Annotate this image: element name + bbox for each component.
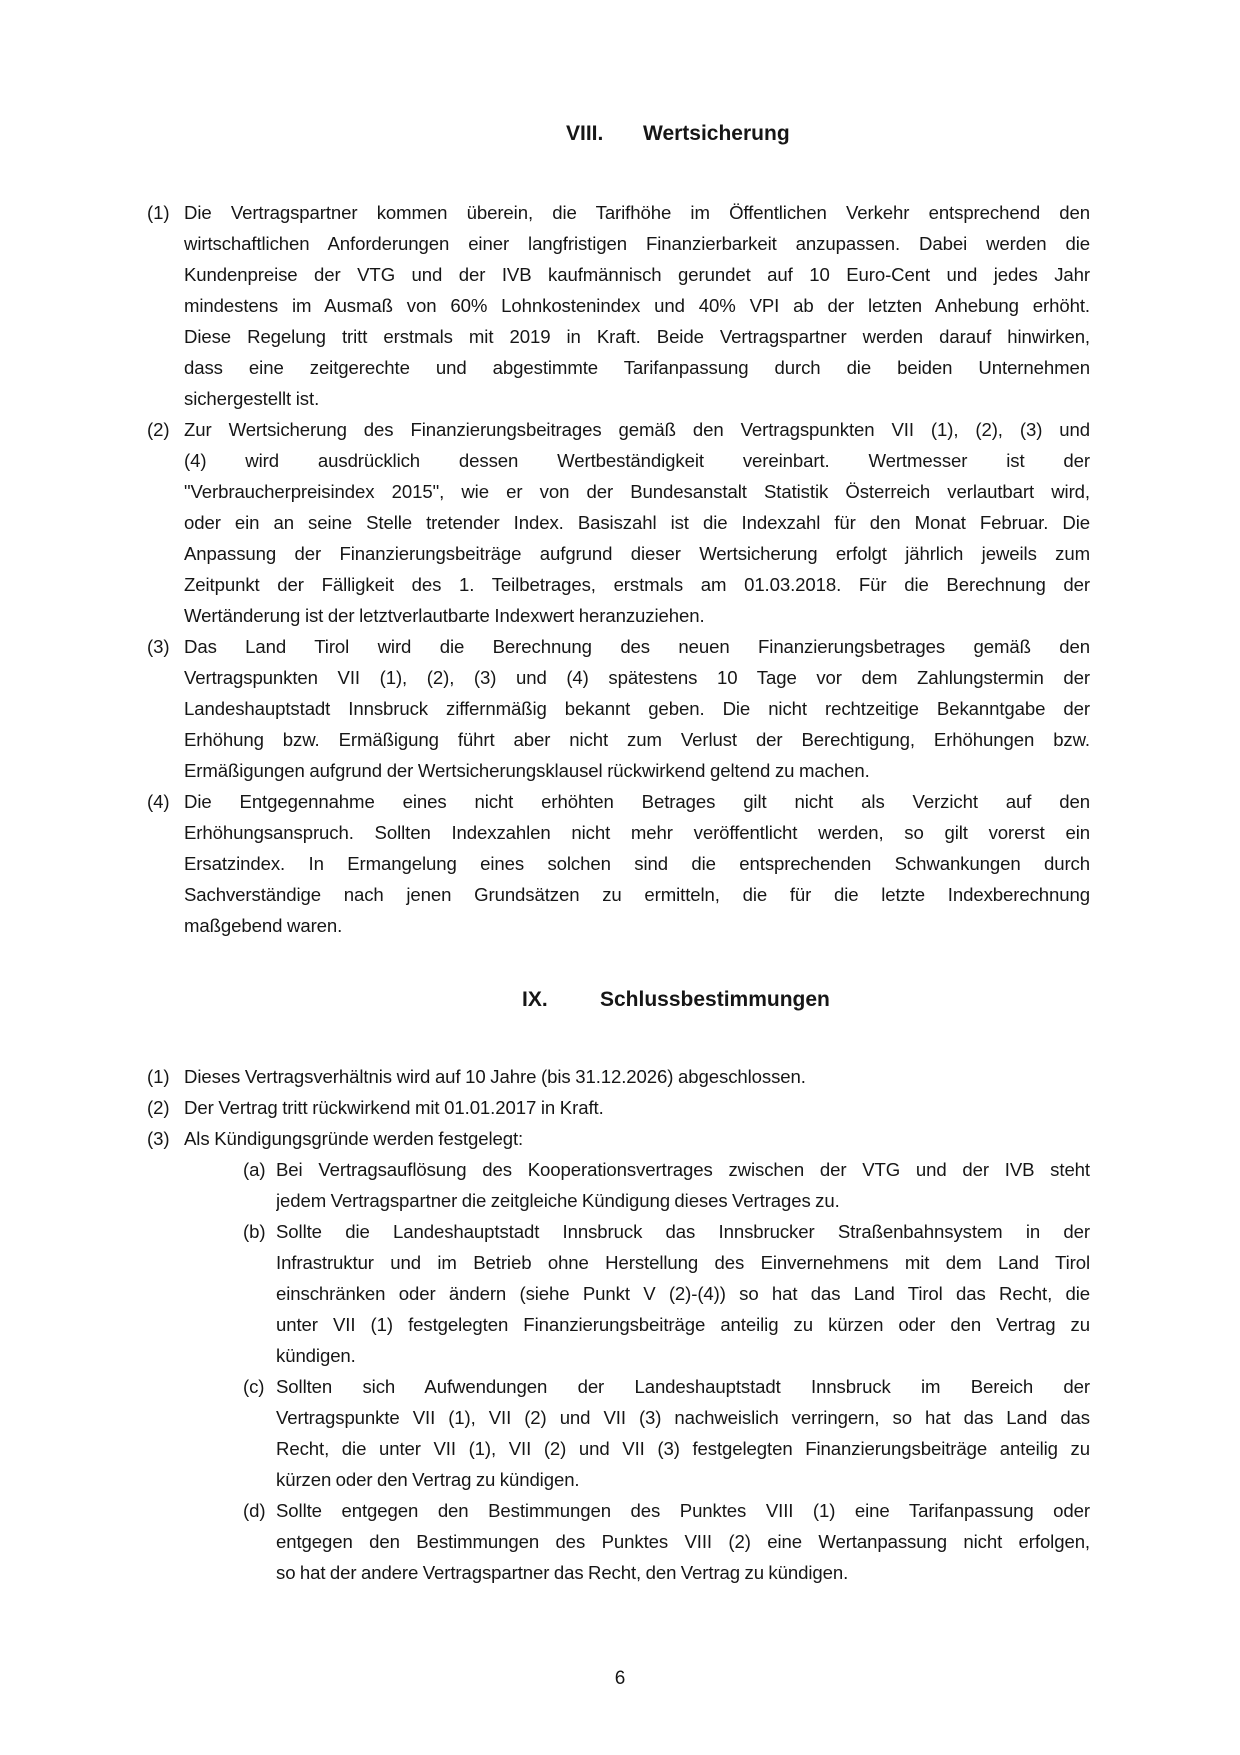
text-line: Erhöhungsanspruch. Sollten Indexzahlen nicht mehr veröffentlicht werden, so gilt vorerst ein [184, 822, 1090, 843]
text-line: Anpassung der Finanzierungsbeiträge aufgrund dieser Wertsicherung erfolgt jährlich jeweils zum [184, 543, 1090, 564]
sub-item-c [243, 1371, 1090, 1495]
text-line: entgegen den Bestimmungen des Punktes VIII (2) eine Wertanpassung nicht erfolgen, [276, 1531, 1090, 1552]
text-line: Sachverständige nach jenen Grundsätzen zu ermitteln, die für die letzte Indexberechnung [184, 884, 1090, 905]
item-marker: (1) [147, 1066, 170, 1087]
section-ix-body [147, 1061, 1090, 1588]
item-marker: (2) [147, 419, 170, 440]
text-line: Infrastruktur und im Betrieb ohne Herstellung des Einvernehmens mit dem Land Tirol [276, 1252, 1090, 1273]
item-marker: (a) [243, 1159, 266, 1180]
text-line: unter VII (1) festgelegten Finanzierungsbeiträge anteilig zu kürzen oder den Vertrag zu [276, 1314, 1090, 1335]
section-number-viii: VIII. [566, 122, 604, 145]
paragraph-1 [147, 197, 1090, 414]
text-line: Recht, die unter VII (1), VII (2) und VII (3) festgelegten Finanzierungsbeiträge anteilig zu [276, 1438, 1090, 1459]
paragraph-3 [147, 1123, 1090, 1154]
text-line: Vertragspunkten VII (1), (2), (3) und (4) spätestens 10 Tage vor dem Zahlungstermin der [184, 667, 1090, 688]
item-marker: (2) [147, 1097, 170, 1118]
item-marker: (b) [243, 1221, 266, 1242]
text-line: wirtschaftlichen Anforderungen einer langfristigen Finanzierbarkeit anzupassen. Dabei werden die [184, 233, 1090, 254]
text-line: kündigen. [276, 1345, 356, 1366]
text-line: Der Vertrag tritt rückwirkend mit 01.01.2017 in Kraft. [184, 1097, 604, 1118]
sub-item-a [243, 1154, 1090, 1216]
text-line: so hat der andere Vertragspartner das Recht, den Vertrag zu kündigen. [276, 1562, 849, 1583]
text-line: Die Vertragspartner kommen überein, die Tarifhöhe im Öffentlichen Verkehr entsprechend den [184, 202, 1090, 223]
text-line: oder ein an seine Stelle tretender Index. Basiszahl ist die Indexzahl für den Monat Februar. Die [184, 512, 1090, 533]
text-line: Ermäßigungen aufgrund der Wertsicherungsklausel rückwirkend geltend zu machen. [184, 760, 870, 781]
sub-item-d [243, 1495, 1090, 1588]
text-line: Die Entgegennahme eines nicht erhöhten Betrages gilt nicht als Verzicht auf den [184, 791, 1090, 812]
text-line: Dieses Vertragsverhältnis wird auf 10 Jahre (bis 31.12.2026) abgeschlossen. [184, 1066, 806, 1087]
text-line: mindestens im Ausmaß von 60% Lohnkostenindex und 40% VPI ab der letzten Anhebung erhöht. [184, 295, 1090, 316]
section-viii-body [147, 197, 1090, 941]
paragraph-2 [147, 414, 1090, 631]
text-line: kürzen oder den Vertrag zu kündigen. [276, 1469, 580, 1490]
paragraph-3 [147, 631, 1090, 786]
text-line: Zur Wertsicherung des Finanzierungsbeitrages gemäß den Vertragspunkten VII (1), (2), (3) und [184, 419, 1090, 440]
text-line: Als Kündigungsgründe werden festgelegt: [184, 1128, 524, 1149]
text-line: Landeshauptstadt Innsbruck ziffernmäßig bekannt geben. Die nicht rechtzeitige Bekanntgabe der [184, 698, 1090, 719]
paragraph-4 [147, 786, 1090, 941]
text-line: Erhöhung bzw. Ermäßigung führt aber nicht zum Verlust der Berechtigung, Erhöhungen bzw. [184, 729, 1090, 750]
section-title-wertsicherung: Wertsicherung [643, 122, 790, 145]
text-line: Sollte entgegen den Bestimmungen des Punktes VIII (1) eine Tarifanpassung oder [276, 1500, 1090, 1521]
text-line: Das Land Tirol wird die Berechnung des neuen Finanzierungsbetrages gemäß den [184, 636, 1090, 657]
text-line: Diese Regelung tritt erstmals mit 2019 in Kraft. Beide Vertragspartner werden darauf hinwirken, [184, 326, 1090, 347]
text-line: jedem Vertragspartner die zeitgleiche Kündigung dieses Vertrages zu. [276, 1190, 840, 1211]
sub-item-b [243, 1216, 1090, 1371]
paragraph-1 [147, 1061, 1090, 1092]
item-marker: (3) [147, 1128, 170, 1149]
text-line: maßgebend waren. [184, 915, 343, 936]
text-line: einschränken oder ändern (siehe Punkt V (2)-(4)) so hat das Land Tirol das Recht, die [276, 1283, 1090, 1304]
text-line: Sollte die Landeshauptstadt Innsbruck das Innsbrucker Straßenbahnsystem in der [276, 1221, 1090, 1242]
text-line: "Verbraucherpreisindex 2015", wie er von der Bundesanstalt Statistik Österreich verlautbart wird, [184, 481, 1090, 502]
text-line: Zeitpunkt der Fälligkeit des 1. Teilbetrages, erstmals am 01.03.2018. Für die Berechnung der [184, 574, 1090, 595]
item-marker: (d) [243, 1500, 266, 1521]
text-line: dass eine zeitgerechte und abgestimmte Tarifanpassung durch die beiden Unternehmen [184, 357, 1090, 378]
item-marker: (1) [147, 202, 170, 223]
text-line: Kundenpreise der VTG und der IVB kaufmännisch gerundet auf 10 Euro-Cent und jedes Jahr [184, 264, 1090, 285]
text-line: (4) wird ausdrücklich dessen Wertbeständigkeit vereinbart. Wertmesser ist der [184, 450, 1090, 471]
item-marker: (c) [243, 1376, 265, 1397]
item-marker: (3) [147, 636, 170, 657]
text-line: Vertragspunkte VII (1), VII (2) und VII (3) nachweislich verringern, so hat das Land das [276, 1407, 1090, 1428]
paragraph-2 [147, 1092, 1090, 1123]
text-line: Ersatzindex. In Ermangelung eines solchen sind die entsprechenden Schwankungen durch [184, 853, 1090, 874]
page-number: 6 [614, 1668, 626, 1689]
item-marker: (4) [147, 791, 170, 812]
section-number-ix: IX. [522, 988, 548, 1011]
text-line: Bei Vertragsauflösung des Kooperationsvertrages zwischen der VTG und der IVB steht [276, 1159, 1090, 1180]
text-line: Sollten sich Aufwendungen der Landeshauptstadt Innsbruck im Bereich der [276, 1376, 1090, 1397]
section-title-schlussbestimmungen: Schlussbestimmungen [600, 988, 830, 1011]
text-line: sichergestellt ist. [184, 388, 320, 409]
text-line: Wertänderung ist der letztverlautbarte Indexwert heranzuziehen. [184, 605, 705, 626]
